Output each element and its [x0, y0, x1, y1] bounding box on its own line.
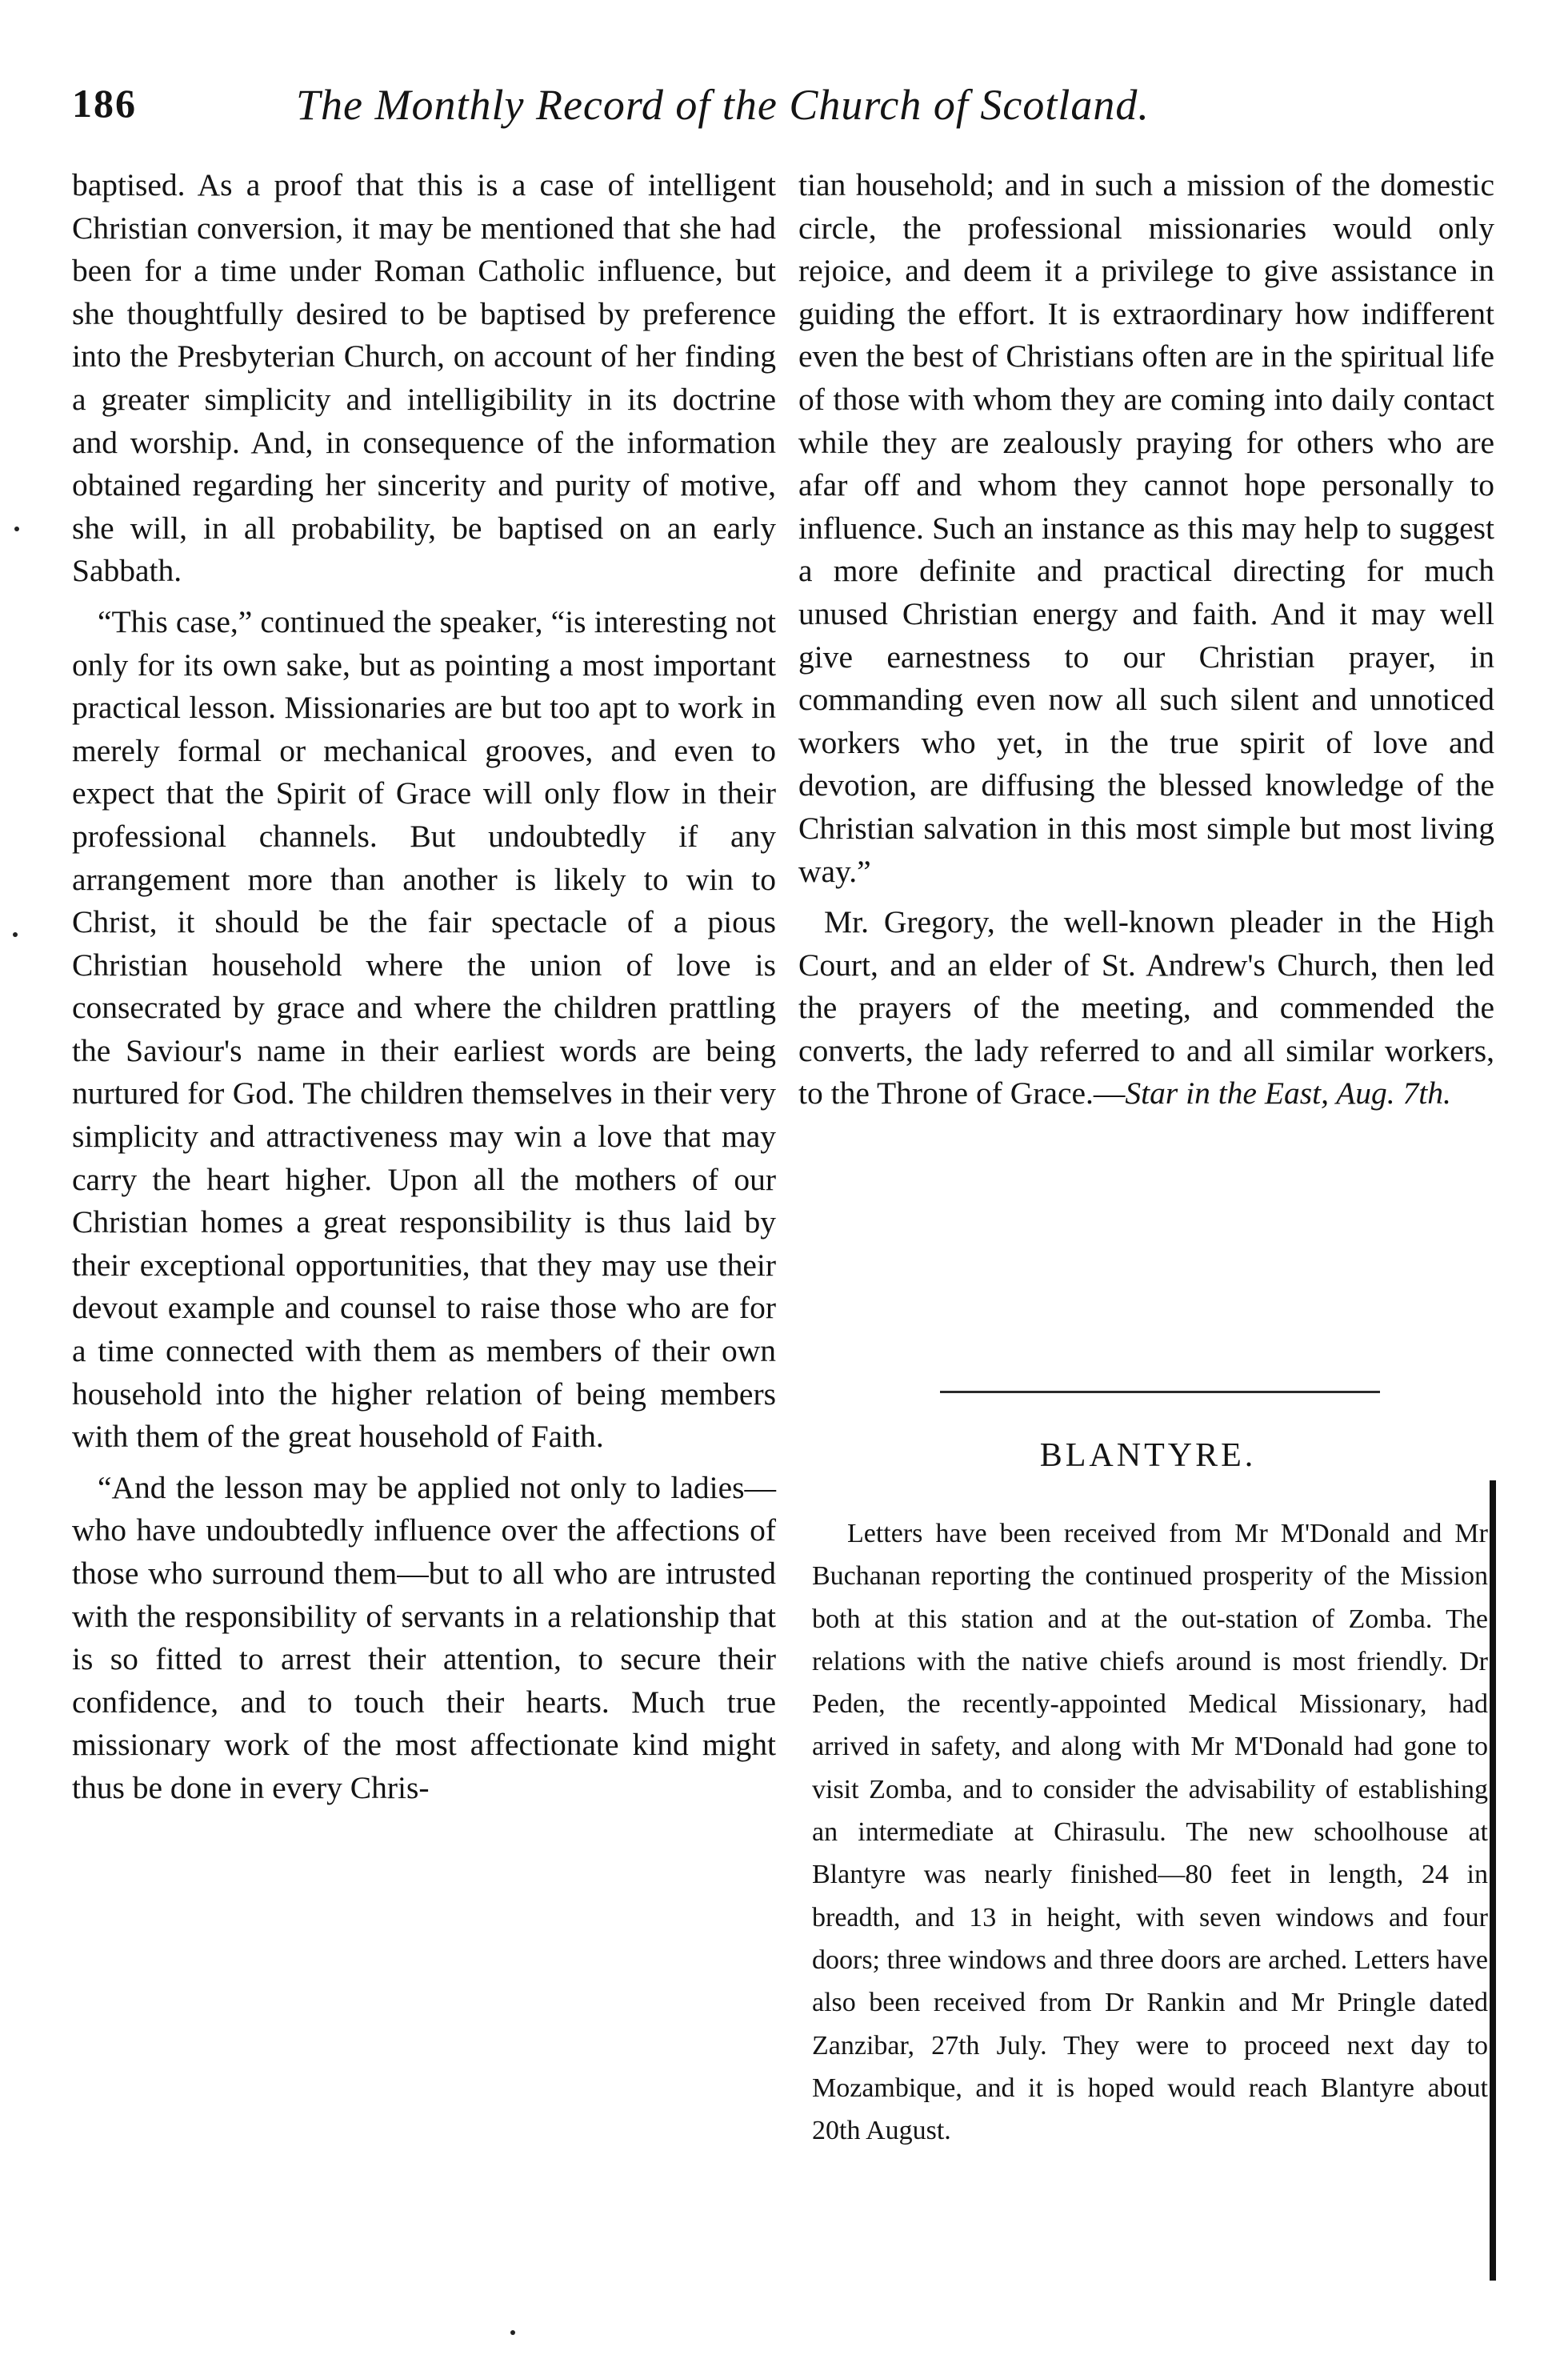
- paragraph: “And the lesson may be applied not only to ladies—who have undoubtedly influence over the affections of those who surround them—but to all who are intrusted with the responsibility of servants in a relationship that is so fitted to arrest their attention, to secure their confidence, and to touch their hearts. Much true missionary work of the most affectionate kind might thus be done in every Chris-: [72, 1469, 776, 1805]
- running-title: The Monthly Record of the Church of Scotland.: [296, 81, 1150, 129]
- scan-speck: [14, 527, 19, 531]
- section-heading: BLANTYRE.: [1039, 1437, 1257, 1474]
- page-number: 186: [72, 81, 137, 126]
- scan-speck: [510, 2330, 515, 2335]
- left-column: [72, 164, 776, 1810]
- paragraph: [798, 901, 1494, 1115]
- section-divider: [940, 1391, 1380, 1393]
- paragraph-text: Mr. Gregory, the well-known pleader in the High Court, and an elder of St. Andrew's Church, then led the prayers of the meeting, and commended the converts, the lady referred to and all similar workers, to the Throne of Grace.—: [798, 904, 1494, 1111]
- page-header: [72, 80, 1480, 144]
- scan-speck: [13, 932, 18, 937]
- scan-edge-shadow: [1490, 1480, 1496, 2281]
- paragraph: Letters have been received from Mr M'Donald and Mr Buchanan reporting the continued prosperity of the Mission both at this station and at the out-station of Zomba. The relations with the native chiefs around is most friendly. Dr Peden, the recently-appointed Medical Missionary, had arrived in safety, and along with Mr M'Donald had gone to visit Zomba, and to consider the advisability of establishing an intermediate at Chirasulu. The new schoolhouse at Blantyre was nearly finished—80 feet in length, 24 in breadth, and 13 in height, with seven windows and four doors; three windows and three doors are arched. Letters have also been received from Dr Rankin and Mr Pringle dated Zanzibar, 27th July. They were to proceed next day to Mozambique, and it is hoped would reach Blantyre about 20th August.: [812, 1519, 1488, 2146]
- paragraph: tian household; and in such a mission of the domestic circle, the professional missionaries would only rejoice, and deem it a privilege to give assistance in guiding the effort. It is extraordinary how indifferent even the best of Christians often are in the spiritual life of those with whom they are coming into daily contact while they are zealously praying for others who are afar off and whom they cannot hope personally to influence. Such an instance as this may help to suggest a more definite and practical directing for much unused Christian energy and faith. And it may well give earnestness to our Christian prayer, in commanding even now all such silent and unnoticed workers who yet, in the true spirit of love and devotion, are diffusing the blessed knowledge of the Christian salvation in this most simple but most living way.”: [798, 167, 1494, 889]
- source-citation: Star in the East, Aug. 7th.: [1125, 1075, 1451, 1111]
- section-body: [812, 1512, 1488, 2152]
- right-column: [798, 164, 1494, 1115]
- paragraph: baptised. As a proof that this is a case of intelligent Christian conversion, it may be mentioned that she had been for a time under Roman Catholic influence, but she thoughtfully desired to be baptised by preference into the Presbyterian Church, on account of her finding a greater simplicity and intelligibility in its doctrine and worship. And, in consequence of the information obtained regarding her sincerity and purity of motive, she will, in all probability, be baptised on an early Sabbath.: [72, 167, 776, 589]
- paragraph: “This case,” continued the speaker, “is interesting not only for its own sake, but as pointing a most important practical lesson. Missionaries are but too apt to work in merely formal or mechanical grooves, and even to expect that the Spirit of Grace will only flow in their professional channels. But undoubtedly if any arrangement more than another is likely to win to Christ, it should be the fair spectacle of a pious Christian household where the union of love is consecrated by grace and where the children prattling the Saviour's name in their earliest words are being nurtured for God. The children themselves in their very simplicity and attractiveness may win a love that may carry the heart higher. Upon all the mothers of our Christian homes a great responsibility is thus laid by their exceptional opportunities, that they may use their devout example and counsel to raise those who are for a time connected with them as members of their own household into the higher relation of being members with them of the great household of Faith.: [72, 603, 776, 1455]
